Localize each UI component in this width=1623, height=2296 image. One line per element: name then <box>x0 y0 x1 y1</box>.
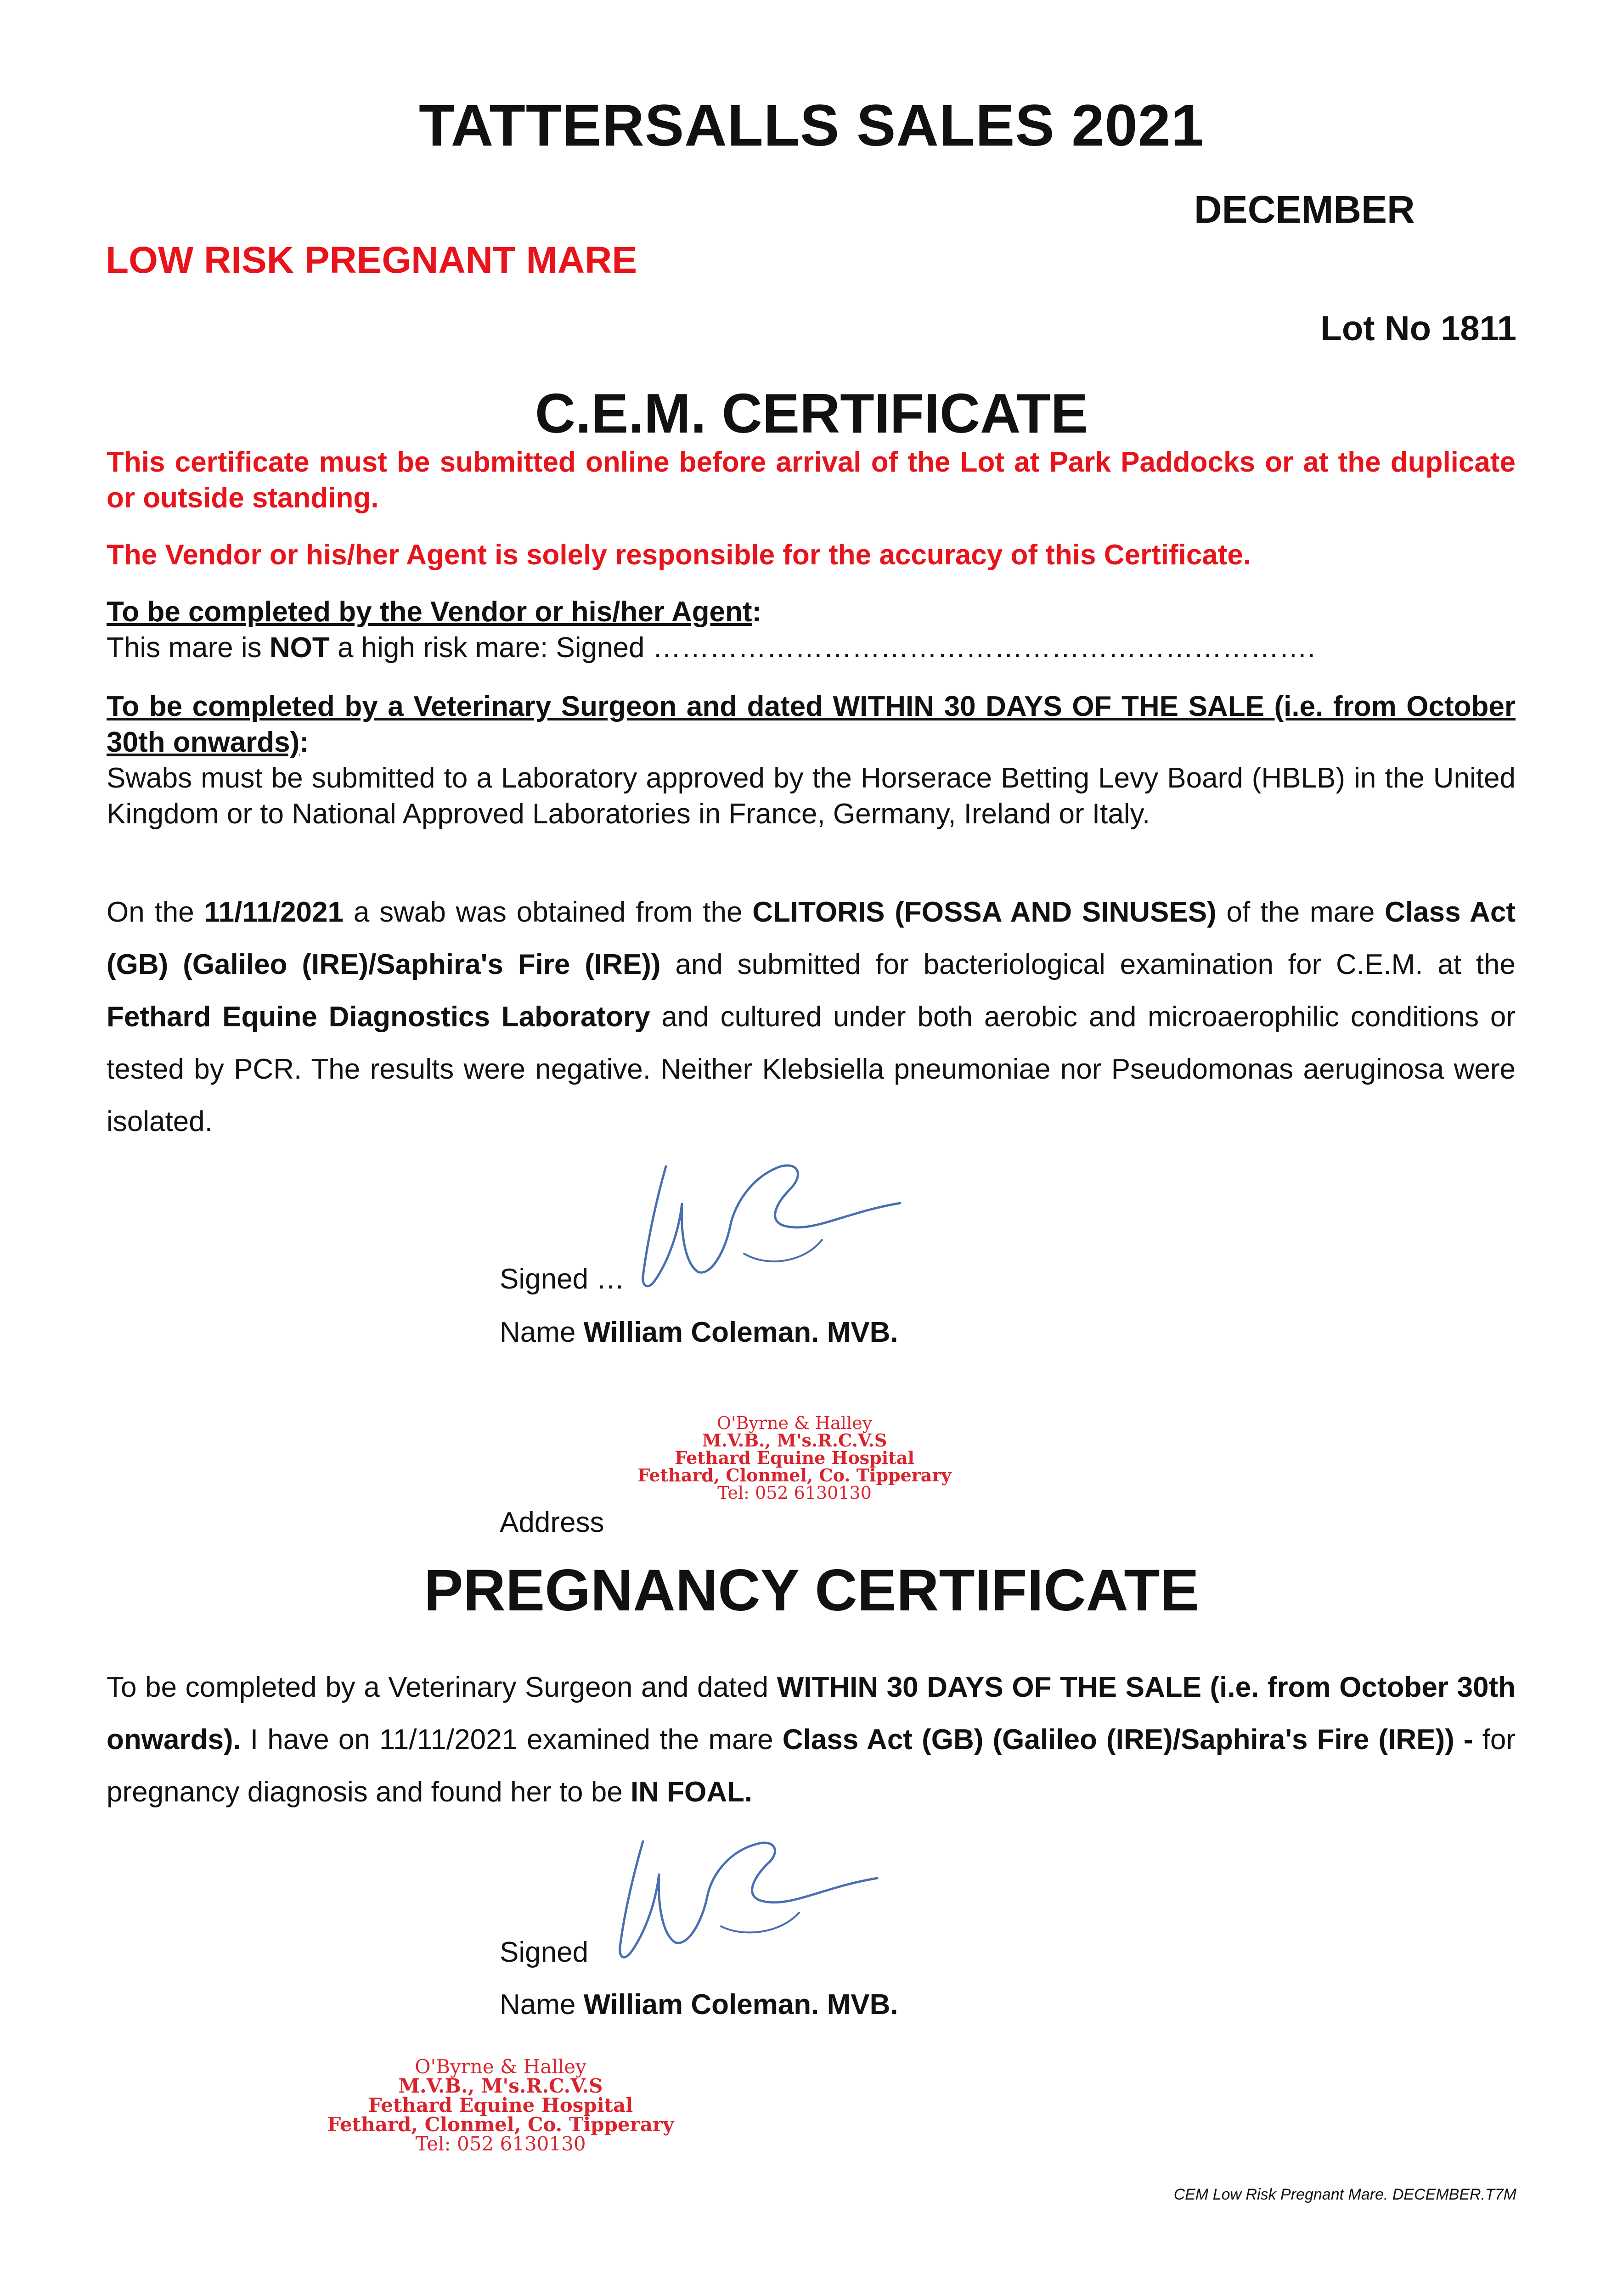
name-value: William Coleman. MVB. <box>583 1317 898 1348</box>
preg-text: To be completed by a Veterinary Surgeon and dated <box>107 1671 777 1703</box>
name-value: William Coleman. MVB. <box>583 1989 898 2020</box>
pregnancy-vet-name <box>500 1988 898 2021</box>
mare-category: LOW RISK PREGNANT MARE <box>106 239 637 281</box>
signature-image <box>629 1148 905 1313</box>
vendor-heading: To be completed by the Vendor or his/her Agent <box>107 596 752 628</box>
preg-text: for pregnancy diagnosis and found her to be <box>107 1724 1516 1808</box>
vet-stamp <box>620 1414 969 1502</box>
signature-image <box>606 1828 882 1979</box>
stamp-line: Fethard, Clonmel, Co. Tipperary <box>637 1465 952 1486</box>
pregnancy-certificate-title: PREGNANCY CERTIFICATE <box>424 1558 1199 1623</box>
stamp-line: M.V.B., M's.R.C.V.S <box>702 1430 887 1451</box>
pregnancy-result: IN FOAL. <box>630 1776 753 1808</box>
preg-deadline: WITHIN 30 DAYS OF THE SALE (i.e. from October 30th onwards). <box>107 1671 1516 1756</box>
sale-month: DECEMBER <box>1194 188 1415 231</box>
swab-date: 11/11/2021 <box>204 896 344 928</box>
swab-site: CLITORIS (FOSSA AND SINUSES) <box>752 896 1217 928</box>
vendor-line-not: NOT <box>269 632 330 664</box>
mare-name: Class Act (GB) (Galileo (IRE)/Saphira's Fire (IRE)) <box>107 896 1516 980</box>
preg-text: I have on 11/11/2021 examined the mare <box>241 1724 783 1756</box>
stamp-line: Fethard, Clonmel, Co. Tipperary <box>327 2113 674 2136</box>
vendor-line-prefix: This mare is <box>107 632 270 664</box>
swab-text: and submitted for bacteriological examination for C.E.M. at the <box>660 949 1516 980</box>
stamp-line: O'Byrne & Halley <box>415 2055 586 2078</box>
swab-statement <box>107 886 1516 1148</box>
submission-warning: This certificate must be submitted online before arrival of the Lot at Park Paddocks or at the duplicate or outside standing. <box>107 446 1516 514</box>
stamp-line: Fethard Equine Hospital <box>368 2094 633 2116</box>
cem-vet-name <box>500 1316 898 1349</box>
vet-stamp <box>303 2057 698 2154</box>
name-label: Name <box>500 1317 584 1348</box>
lab-requirement-text: Swabs must be submitted to a Laboratory approved by the Horserace Betting Levy Board (HBLB) in the United Kingdom or to National Approved Laboratories in France, Germany, Ireland or Italy. <box>107 762 1516 830</box>
vet-section: To be completed by a Veterinary Surgeon and dated WITHIN 30 DAYS OF THE SALE (i.e. from October 30th onwards): Swabs must be submitted to a Laboratory approved by the Horserace Betting Levy Board (HBLB) in the United Kingdom or to National Approved Laboratories in France, Germany, Ireland or Italy. <box>107 691 1516 830</box>
lot-number: Lot No 1811 <box>1320 309 1516 348</box>
stamp-line: M.V.B., M's.R.C.V.S <box>398 2075 603 2097</box>
swab-text: and cultured under both aerobic and microaerophilic conditions or tested by PCR. The results were negative. Neither Klebsiella pneumoniae nor Pseudomonas aeruginosa were isolated. <box>107 1001 1516 1137</box>
name-label: Name <box>500 1989 584 2020</box>
laboratory-name: Fethard Equine Diagnostics Laboratory <box>107 1001 650 1033</box>
vendor-section: To be completed by the Vendor or his/her Agent: This mare is NOT a high risk mare: Signed ……………………………………………………………. <box>107 596 1315 664</box>
cem-certificate-title: C.E.M. CERTIFICATE <box>535 382 1088 445</box>
swab-text: a swab was obtained from the <box>344 896 753 928</box>
swab-text: of the mare <box>1216 896 1385 928</box>
page-title: TATTERSALLS SALES 2021 <box>419 93 1204 158</box>
mare-name: Class Act (GB) (Galileo (IRE)/Saphira's Fire (IRE)) - <box>782 1724 1473 1756</box>
stamp-line: O'Byrne & Halley <box>716 1413 873 1433</box>
stamp-line: Fethard Equine Hospital <box>675 1447 914 1468</box>
responsibility-warning: The Vendor or his/her Agent is solely responsible for the accuracy of this Certificate. <box>107 539 1251 571</box>
vendor-line-suffix: a high risk mare: Signed ……………………………………………………………. <box>329 632 1315 664</box>
pregnancy-statement <box>107 1661 1516 1818</box>
vet-heading: To be completed by a Veterinary Surgeon and dated WITHIN 30 DAYS OF THE SALE (i.e. from October 30th onwards) <box>107 691 1516 758</box>
pregnancy-signed-label: Signed <box>500 1936 589 1968</box>
swab-text: On the <box>107 896 204 928</box>
stamp-line: Tel: 052 6130130 <box>717 1483 872 1503</box>
stamp-line: Tel: 052 6130130 <box>415 2133 586 2155</box>
cem-signed-label: Signed … <box>500 1263 625 1295</box>
document-reference: CEM Low Risk Pregnant Mare. DECEMBER.T7M <box>1173 2186 1516 2203</box>
address-label: Address <box>500 1507 604 1538</box>
